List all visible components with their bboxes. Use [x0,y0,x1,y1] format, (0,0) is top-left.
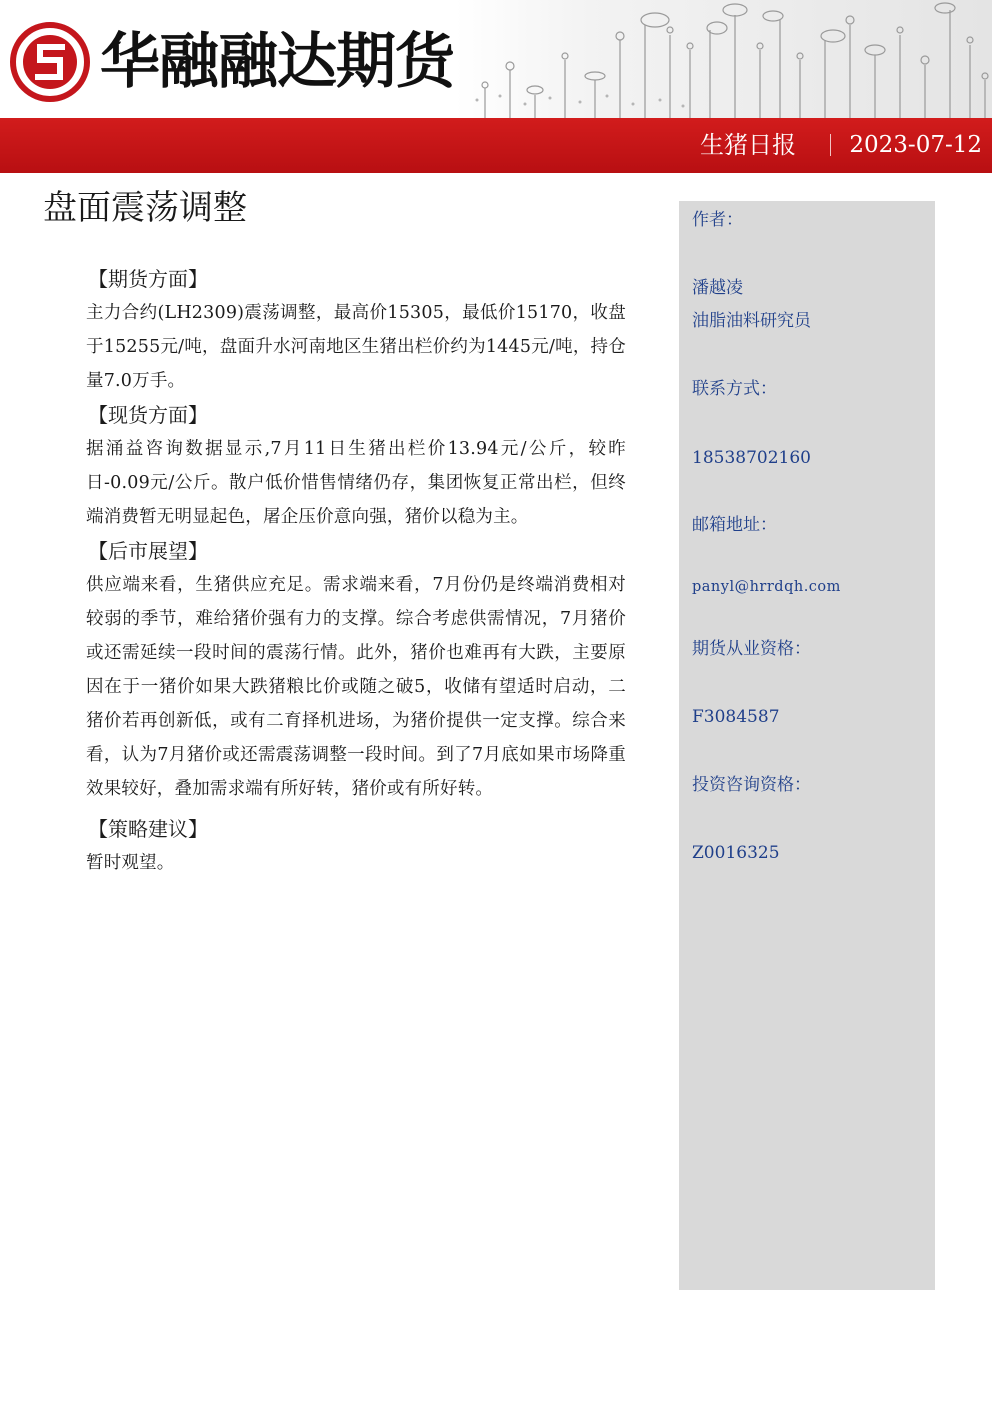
section-text-outlook: 供应端来看，生猪供应充足。需求端来看，7月份仍是终端消费相对较弱的季节，难给猪价强有力的支撑。综合考虑供需情况，7月猪价或还需延续一段时间的震荡行情。此外，猪价也难再有大跌，主要原因在于一猪价如果大跌猪粮比价或随之破5，收储有望适时启动，二猪价若再创新低，或有二育择机进场，为猪价提供一定支撑。综合来看，认为7月猪价或还需震荡调整一段时间。到了7月底如果市场降重效果较好，叠加需求端有所好转，猪价或有所好转。 [86,575,626,799]
email-label: 邮箱地址： [692,515,777,535]
company-logo-icon [10,22,90,102]
report-body [86,262,626,880]
report-title: 盘面震荡调整 [43,188,247,228]
report-banner [0,118,992,173]
phone-number: 18538702160 [692,448,811,468]
section-heading-spot: 【现货方面】 [88,403,208,427]
author-name: 潘越凌 [692,278,743,298]
decorative-banner-graphic [455,0,992,118]
banner-divider [830,134,831,156]
author-label: 作者： [692,210,743,230]
brand-name: 华融融达期货 [100,27,454,97]
contact-label: 联系方式： [692,379,777,399]
section-text-futures: 主力合约(LH2309)震荡调整，最高价15305，最低价15170，收盘于15255元/吨，盘面升水河南地区生猪出栏价约为1445元/吨，持仓量7.0万手。 [86,303,626,391]
report-date: 2023-07-12 [849,132,982,158]
email-address[interactable]: panyl@hrrdqh.com [692,579,841,595]
section-heading-strategy: 【策略建议】 [88,817,208,841]
report-header [0,0,992,118]
futures-qualification-label: 期货从业资格： [692,639,811,659]
section-heading-futures: 【期货方面】 [88,267,208,291]
report-type: 生猪日报 [700,131,796,159]
investment-qualification-number: Z0016325 [692,843,780,863]
futures-qualification-number: F3084587 [692,707,780,727]
section-text-strategy: 暂时观望。 [86,853,175,873]
section-text-spot: 据涌益咨询数据显示,7月11日生猪出栏价13.94元/公斤，较昨日-0.09元/公斤。散户低价惜售情绪仍存，集团恢复正常出栏，但终端消费暂无明显起色，屠企压价意向强，猪价以稳为主。 [86,439,626,527]
author-title: 油脂油料研究员 [692,311,811,331]
section-heading-outlook: 【后市展望】 [88,539,208,563]
author-sidebar [679,201,935,1290]
investment-qualification-label: 投资咨询资格： [692,775,811,795]
